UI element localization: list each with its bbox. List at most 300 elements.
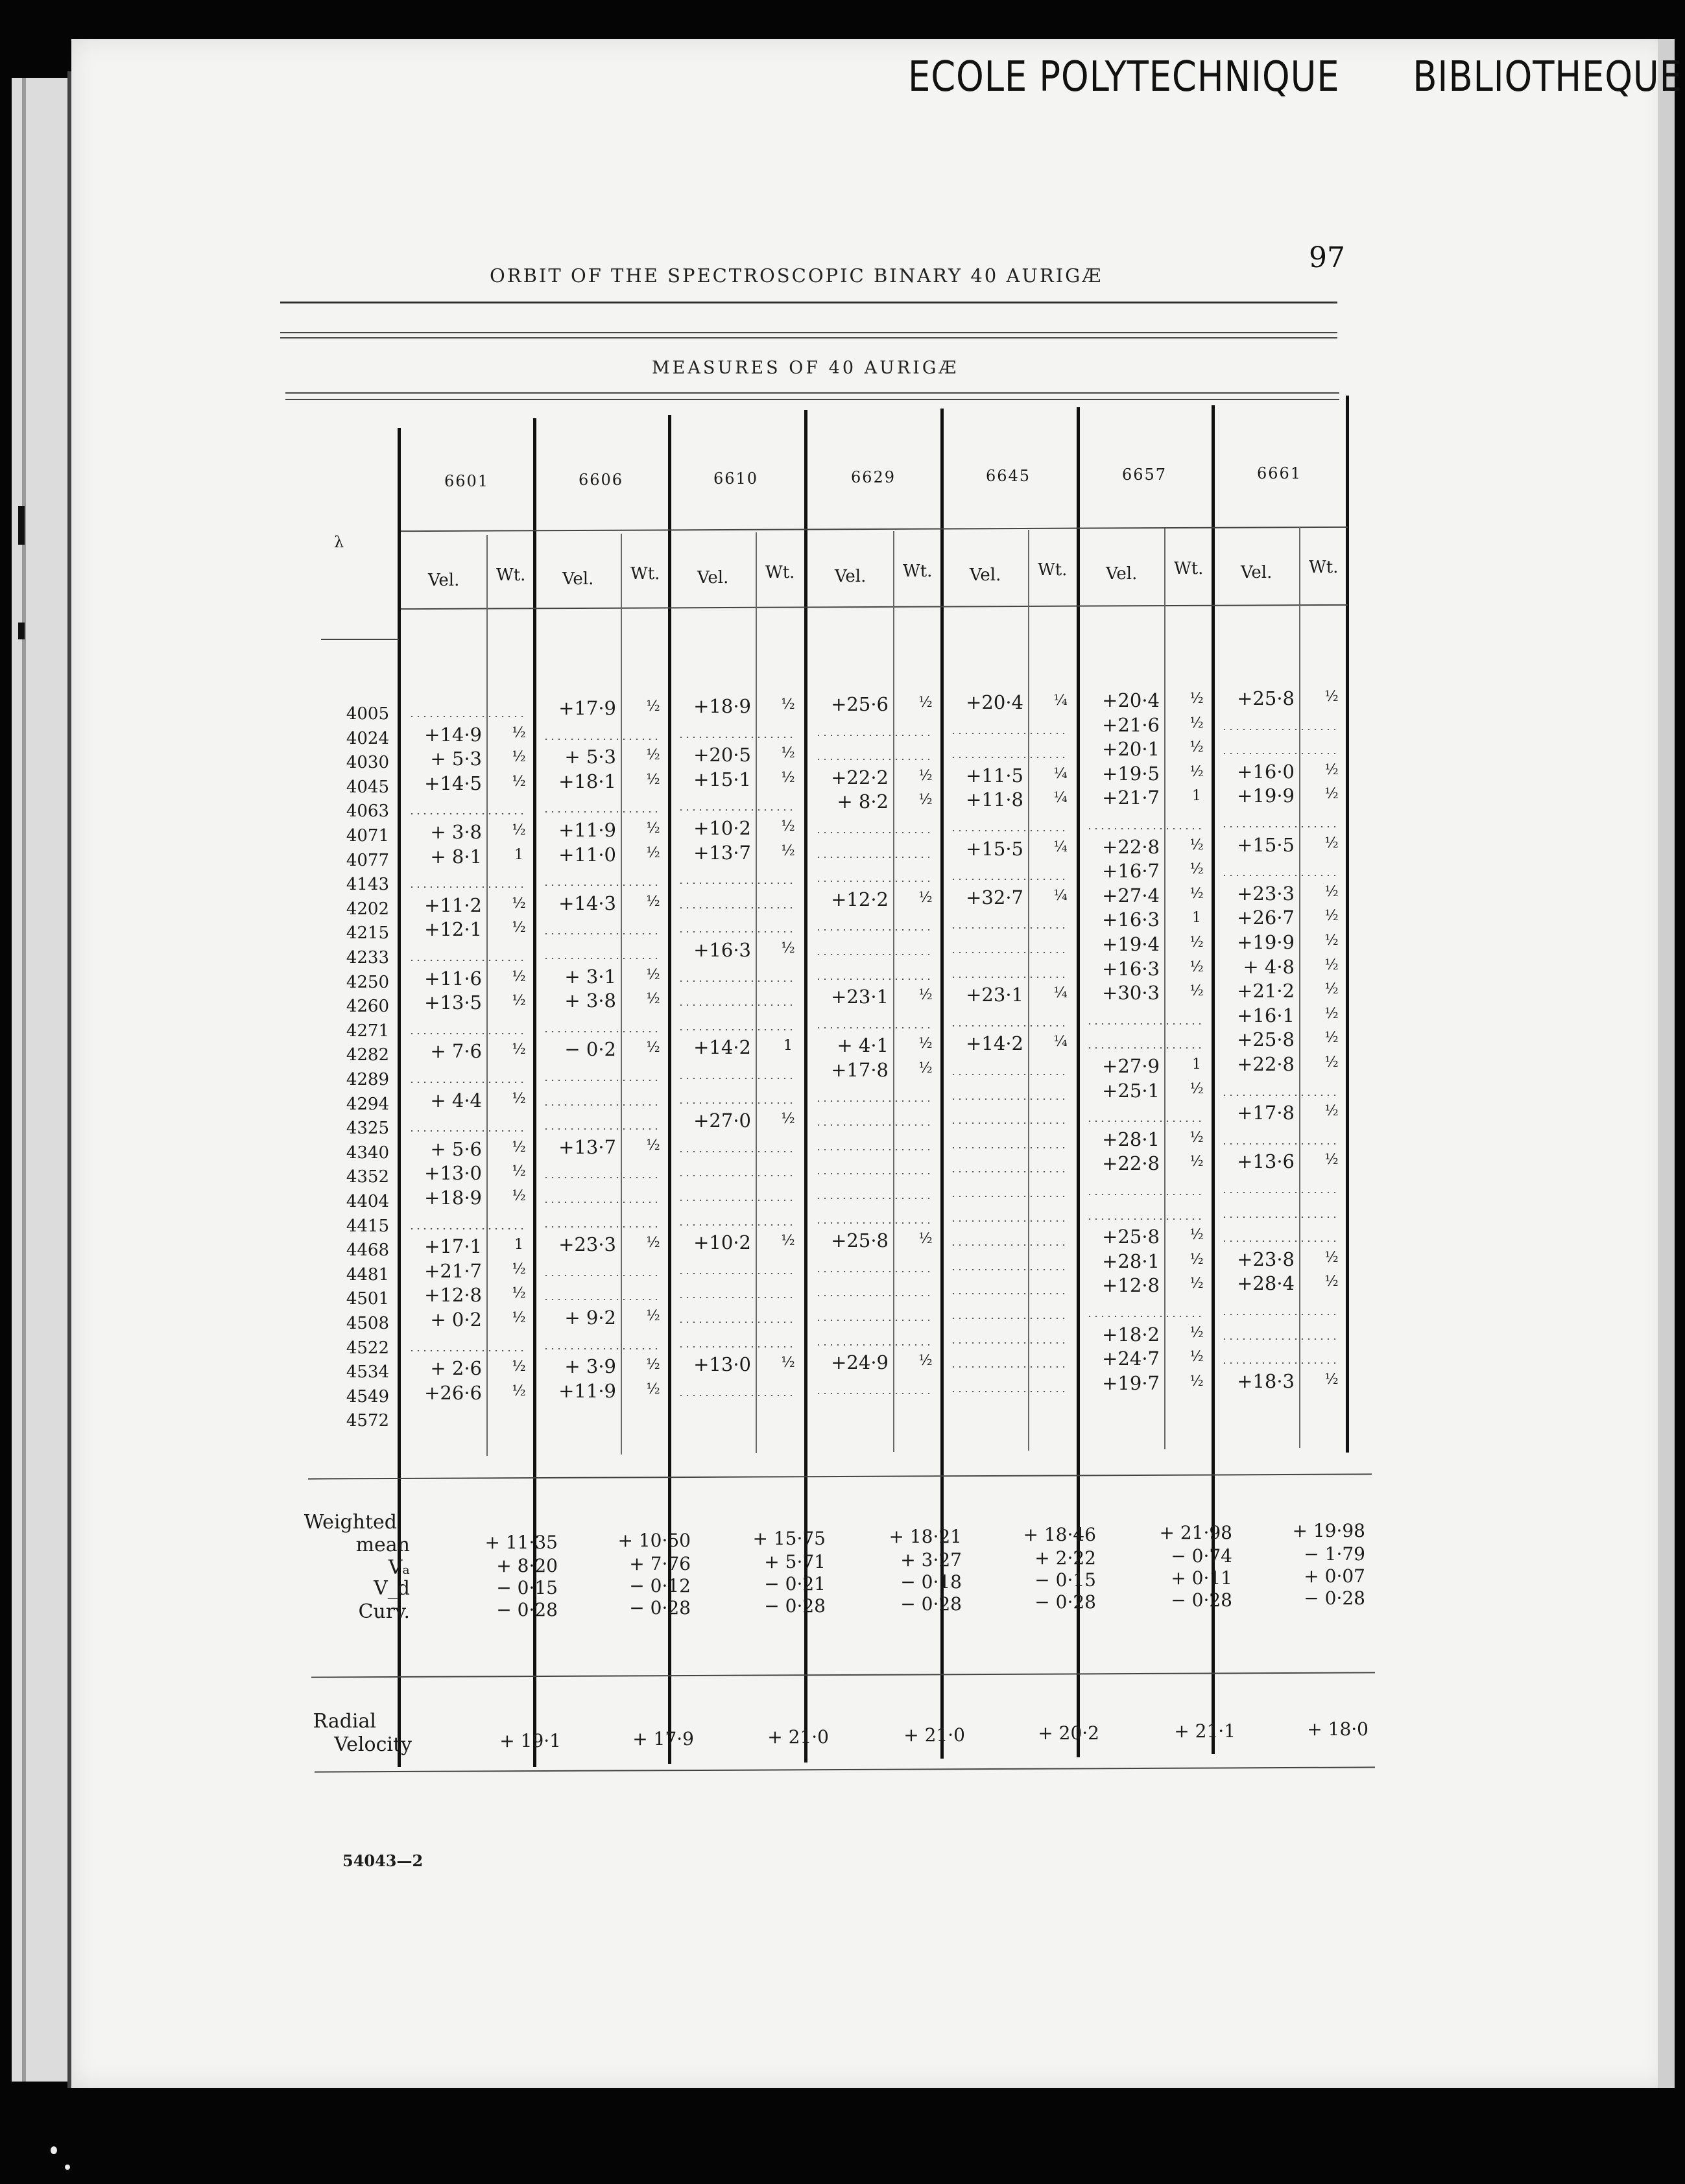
velocity-value: +28·1 [1102,1128,1160,1150]
weight-value: ½ [918,792,933,809]
vel-header: Vel. [428,571,460,590]
velocity-value: +17·9 [558,697,616,719]
vd-value: − 0·15 [1034,1569,1096,1591]
leader-dots [815,1393,932,1394]
velocity-value: +12·1 [424,918,482,941]
vel-header: Vel. [1106,564,1138,584]
weight-value: ½ [646,1381,660,1397]
velocity-value: +20·4 [966,691,1023,713]
weight-value: ½ [646,820,660,837]
velocity-value: +19·7 [1102,1371,1160,1394]
weight-value: ½ [918,889,933,906]
leader-dots [1086,1316,1203,1317]
radial-velocity-value: + 20·2 [1038,1722,1099,1744]
wavelength-cell: 4071 [346,826,389,846]
radial-velocity-value: + 17·9 [632,1728,694,1750]
velocity-value: +15·1 [693,768,751,790]
vel-wt-divider [756,532,757,1453]
weight-value: ½ [781,842,795,859]
weight-value: ½ [1324,761,1339,778]
leader-dots [815,1100,932,1102]
leader-dots [950,1342,1067,1344]
plate-number: 6610 [713,469,759,488]
weight-value: ½ [646,1308,660,1324]
velocity-value: +15·5 [1237,833,1295,856]
velocity-value: + 4·8 [1243,955,1295,978]
weight-value: ½ [1189,1276,1204,1292]
weight-value: ½ [1324,883,1339,900]
vel-wt-divider [1164,528,1165,1449]
leader-dots [678,931,795,932]
velocity-value: + 2·6 [430,1357,482,1380]
velocity-value: +18·2 [1102,1323,1160,1346]
leader-dots [950,1074,1067,1075]
wavelength-cell: 4045 [346,777,389,797]
wt-header: Wt. [903,562,933,581]
curvature-value: − 0·28 [496,1599,558,1620]
leader-dots [543,1348,660,1349]
leader-dots [1221,875,1338,876]
weight-value: ½ [512,895,526,912]
binding-mark [18,623,25,639]
leader-dots [1086,1121,1203,1122]
leader-dots [678,1078,795,1079]
velocity-value: +14·2 [966,1032,1023,1055]
velocity-value: +19·9 [1237,785,1295,807]
velocity-value: +11·8 [966,789,1023,811]
leader-dots [815,1320,932,1321]
leader-dots [409,1228,525,1229]
leader-dots [1221,1338,1338,1340]
weight-value: ½ [1189,763,1204,780]
leader-dots [1221,1217,1338,1218]
weight-value: ½ [918,1231,933,1248]
weighted-mean: + 19·98 [1292,1520,1365,1541]
wavelength-cell: 4077 [346,850,389,870]
plate-number: 6645 [986,467,1031,485]
leader-dots [1221,729,1338,730]
velocity-value: +23·1 [831,986,889,1008]
weight-value: ½ [646,966,660,983]
weight-value: ½ [512,822,526,838]
vd-value: + 0·07 [1304,1565,1365,1587]
leader-dots [678,1004,795,1006]
leader-dots [1086,1218,1203,1220]
velocity-value: +19·5 [1102,762,1160,785]
binding-mark [18,506,25,545]
leader-dots [815,979,932,980]
curvature-value: − 0·28 [900,1593,962,1615]
leader-dots [543,1202,660,1203]
weight-value: ½ [1189,1373,1204,1390]
velocity-value: +16·3 [1102,908,1160,931]
weighted-mean: + 21·98 [1159,1522,1232,1543]
velocity-value: +24·7 [1102,1347,1160,1370]
leader-dots [678,1151,795,1152]
velocity-value: +13·6 [1237,1150,1295,1173]
leader-dots [815,1173,932,1174]
weight-value: ½ [781,818,795,835]
weight-value: ½ [512,773,526,790]
wavelength-cell: 4352 [346,1167,389,1187]
leader-dots [409,1033,525,1034]
wavelength-cell: 4024 [346,728,389,748]
stamp-left-text: ECOLE POLYTECHNIQUE [908,53,1340,101]
vel-header: Vel. [835,567,866,586]
leader-dots [543,958,660,959]
leader-dots [950,1098,1067,1100]
leader-dots [1221,1362,1338,1364]
velocity-value: +16·0 [1237,760,1295,783]
weighted-mean: + 18·46 [1023,1524,1096,1545]
leader-dots [543,739,660,740]
weight-value: ½ [1189,1154,1204,1170]
velocity-value: +24·9 [831,1351,889,1374]
page-number: 97 [1309,241,1345,274]
weight-value: ½ [1324,1030,1339,1047]
leader-dots [1221,826,1338,827]
right-page-edge [1658,39,1675,2088]
velocity-value: + 4·1 [837,1034,889,1057]
velocity-value: +13·0 [693,1353,751,1376]
leader-dots [543,1299,660,1300]
velocity-value: +16·3 [1102,957,1160,980]
dust-speck [65,2165,70,2170]
summary-label: Curv. [358,1600,410,1623]
leader-dots [950,1391,1067,1392]
weight-value: 1 [514,846,523,863]
leader-dots [815,832,932,833]
wavelength-cell: 4063 [346,801,389,822]
weight-value: ½ [512,1383,526,1399]
va-value: + 5·71 [764,1551,826,1573]
velocity-value: +28·1 [1102,1250,1160,1272]
leader-dots [950,1122,1067,1124]
leader-dots [815,1149,932,1150]
weight-value: ½ [1189,1349,1204,1366]
leader-dots [815,881,932,882]
radial-velocity-label: Velocity [334,1733,412,1756]
weight-value: ½ [1324,1371,1339,1388]
weight-value: ½ [781,745,795,762]
leader-dots [678,1395,795,1396]
leader-dots [1221,753,1338,754]
velocity-value: +11·2 [424,894,482,916]
leader-dots [543,1275,660,1276]
weight-value: ½ [918,767,933,784]
weight-value: ½ [512,1163,526,1180]
wavelength-cell: 4325 [346,1119,389,1139]
leader-dots [950,830,1067,831]
wt-header: Wt. [765,563,795,582]
vd-value: − 0·21 [764,1573,826,1595]
weight-value: 1 [1192,788,1201,805]
weight-value: ¼ [1053,985,1068,1002]
vel-wt-divider [1299,527,1300,1448]
wavelength-cell: 4404 [346,1192,389,1211]
left-page-edge [22,78,26,2082]
velocity-value: + 3·8 [430,821,482,843]
velocity-value: +16·1 [1237,1004,1295,1027]
wt-header: Wt. [1174,559,1204,578]
weight-value: ½ [646,991,660,1008]
table-top-rule [285,399,1339,400]
weight-value: ½ [646,844,660,861]
leader-dots [815,735,932,736]
weight-value: ½ [1324,1152,1339,1169]
weight-value: ½ [1189,715,1204,731]
weight-value: ½ [918,694,933,711]
leader-dots [678,1175,795,1176]
leader-dots [950,879,1067,880]
va-value: + 2·22 [1034,1547,1096,1569]
velocity-value: +14·5 [424,772,482,794]
va-value: − 1·79 [1304,1543,1365,1565]
weight-value: ½ [512,749,526,766]
leader-dots [1086,1023,1203,1025]
print-code: 54043—2 [342,1851,424,1870]
leader-dots [409,886,525,888]
velocity-value: +11·5 [966,764,1023,787]
weight-value: ½ [646,771,660,788]
weight-value: ½ [1189,1227,1204,1244]
wavelength-cell: 4468 [346,1240,389,1261]
weight-value: ½ [1324,786,1339,803]
weighted-mean: + 15·75 [752,1528,826,1549]
radial-velocity-value: + 19·1 [499,1730,561,1751]
velocity-value: +26·7 [1237,907,1295,929]
weight-value: ½ [1324,1274,1339,1290]
weighted-mean: + 18·21 [889,1526,962,1547]
column-rule [1346,396,1349,1453]
weight-value: ½ [1324,932,1339,949]
leader-dots [950,1244,1067,1246]
weight-value: ½ [1189,1324,1204,1341]
velocity-value: +21·2 [1237,980,1295,1003]
plate-number: 6657 [1122,466,1167,484]
velocity-value: +25·8 [1237,687,1295,709]
velocity-value: +10·2 [693,1231,751,1254]
wavelength-cell: 4289 [346,1070,389,1089]
leader-dots [950,733,1067,734]
weight-value: ½ [512,1139,526,1156]
leader-dots [678,1273,795,1274]
velocity-value: + 5·3 [430,748,482,770]
velocity-value: +16·3 [693,939,751,961]
table-top-rule [285,392,1339,394]
velocity-value: +18·9 [693,695,751,717]
radial-velocity-value: + 21·0 [903,1724,965,1746]
curvature-value: − 0·28 [764,1595,826,1617]
wavelength-cell: 4522 [346,1338,389,1358]
weight-value: ½ [1189,958,1204,975]
radial-velocity-value: + 21·1 [1174,1720,1236,1742]
plate-number: 6661 [1257,464,1302,482]
wavelength-cell: 4501 [346,1289,389,1309]
leader-dots [543,1104,660,1106]
velocity-value: + 9·2 [564,1307,616,1329]
weight-value: ½ [646,747,660,764]
weight-value: ½ [781,1355,795,1371]
weight-value: ½ [1189,691,1204,707]
weight-value: ½ [646,1137,660,1154]
leader-dots [950,1025,1067,1027]
wavelength-cell: 4215 [346,923,389,944]
vel-wt-divider [893,531,894,1452]
weight-value: ½ [1189,837,1204,853]
leader-dots [678,737,795,738]
radial-velocity-label: Radial [313,1710,376,1733]
weight-value: ½ [646,1357,660,1373]
weight-value: ¼ [1053,790,1068,807]
velocity-value: +30·3 [1102,982,1160,1004]
weight-value: ½ [1189,1080,1204,1097]
velocity-value: +11·9 [558,1379,616,1402]
wavelength-cell: 4549 [346,1386,389,1407]
vel-header: Vel. [697,568,729,588]
vel-wt-divider [486,535,488,1456]
leader-dots [678,907,795,908]
velocity-value: +22·8 [1237,1053,1295,1075]
velocity-value: +22·8 [1102,1152,1160,1175]
velocity-value: +17·8 [1237,1102,1295,1124]
velocity-value: +23·1 [966,984,1023,1006]
vel-header: Vel. [1241,563,1273,582]
weight-value: ½ [646,1039,660,1056]
velocity-value: +12·2 [831,888,889,910]
velocity-value: +19·4 [1102,933,1160,955]
velocity-value: + 3·9 [564,1355,616,1378]
velocity-value: +13·0 [424,1162,482,1185]
va-value: + 7·76 [629,1553,691,1574]
weight-value: ½ [1189,739,1204,756]
leader-dots [950,1171,1067,1172]
velocity-value: + 8·1 [430,845,482,868]
velocity-value: +27·0 [693,1110,751,1132]
weight-value: ½ [918,1036,933,1052]
wavelength-cell: 4534 [346,1362,389,1383]
velocity-value: +21·7 [424,1259,482,1282]
weight-value: ½ [1189,983,1204,1000]
weight-value: ½ [781,696,795,713]
velocity-value: +19·9 [1237,931,1295,953]
wt-header: Wt. [496,565,526,585]
weight-value: ½ [1324,1005,1339,1022]
velocity-value: +25·8 [831,1229,889,1252]
wavelength-cell: 4005 [346,704,389,724]
weight-value: ½ [781,769,795,786]
weight-value: ½ [646,698,660,715]
table-title: MEASURES OF 40 AURIGÆ [652,358,959,378]
leader-dots [815,857,932,858]
velocity-value: +18·9 [424,1187,482,1209]
velocity-value: +13·7 [693,841,751,864]
leader-dots [950,1220,1067,1222]
velocity-value: + 7·6 [430,1040,482,1063]
leader-dots [1221,1095,1338,1096]
velocity-value: + 5·3 [564,746,616,768]
leader-dots [815,1295,932,1296]
weight-value: ½ [512,1188,526,1204]
weight-value: ½ [512,920,526,936]
wavelength-cell: 4572 [346,1411,389,1431]
leader-dots [815,1027,932,1028]
vel-header: Vel. [970,565,1001,585]
velocity-value: + 3·8 [564,990,616,1012]
velocity-value: + 5·6 [430,1137,482,1160]
wavelength-cell: 4271 [346,1021,389,1041]
leader-dots [543,1080,660,1081]
dust-speck [51,2146,57,2154]
velocity-value: +26·6 [424,1381,482,1404]
velocity-value: +12·8 [424,1284,482,1307]
weight-value: ½ [1324,1249,1339,1266]
leader-dots [815,954,932,955]
weight-value: ½ [512,1285,526,1302]
vd-value: − 0·12 [629,1575,691,1596]
leader-dots [1086,1194,1203,1195]
leader-dots [543,933,660,934]
weight-value: ¼ [1053,765,1068,782]
leader-dots [815,1344,932,1346]
leader-dots [678,809,795,811]
weight-value: ½ [918,1060,933,1076]
leader-dots [678,1029,795,1030]
weight-value: 1 [783,1038,793,1054]
summary-label: Weighted [304,1511,397,1534]
leader-dots [543,884,660,886]
vd-value: − 0·15 [496,1577,558,1598]
weight-value: ¼ [1053,693,1068,709]
leader-dots [815,929,932,931]
velocity-value: +22·2 [831,766,889,789]
curvature-value: − 0·28 [1171,1589,1232,1611]
velocity-value: +17·1 [424,1235,482,1258]
weight-value: ¼ [1053,838,1068,855]
plate-number: 6629 [851,468,896,486]
weight-value: ½ [512,1359,526,1375]
velocity-value: + 0·2 [430,1309,482,1331]
velocity-value: +23·3 [558,1233,616,1256]
header-rule [280,302,1337,303]
leader-dots [409,716,525,717]
weight-value: ½ [1324,908,1339,925]
weight-value: ½ [781,1233,795,1250]
vel-wt-divider [1028,530,1029,1451]
leader-dots [409,1082,525,1083]
leader-dots [678,1297,795,1298]
leader-dots [678,1346,795,1347]
header-bottom-rule [321,639,399,640]
weight-value: ½ [512,1310,526,1326]
va-value: − 0·74 [1171,1545,1232,1567]
weight-value: ½ [512,1041,526,1058]
velocity-value: +25·6 [831,693,889,715]
wavelength-cell: 4260 [346,997,389,1017]
velocity-value: + 3·1 [564,965,616,988]
velocity-value: +25·8 [1102,1226,1160,1248]
va-value: + 8·20 [496,1555,558,1576]
weight-value: ½ [1189,1251,1204,1268]
weight-value: ½ [781,940,795,956]
weighted-mean: + 11·35 [484,1532,558,1553]
weight-value: ½ [1324,689,1339,705]
curvature-value: − 0·28 [1034,1591,1096,1613]
velocity-value: +14·9 [424,723,482,746]
left-facing-page [12,78,69,2082]
leader-dots [950,757,1067,758]
velocity-value: +13·5 [424,991,482,1014]
